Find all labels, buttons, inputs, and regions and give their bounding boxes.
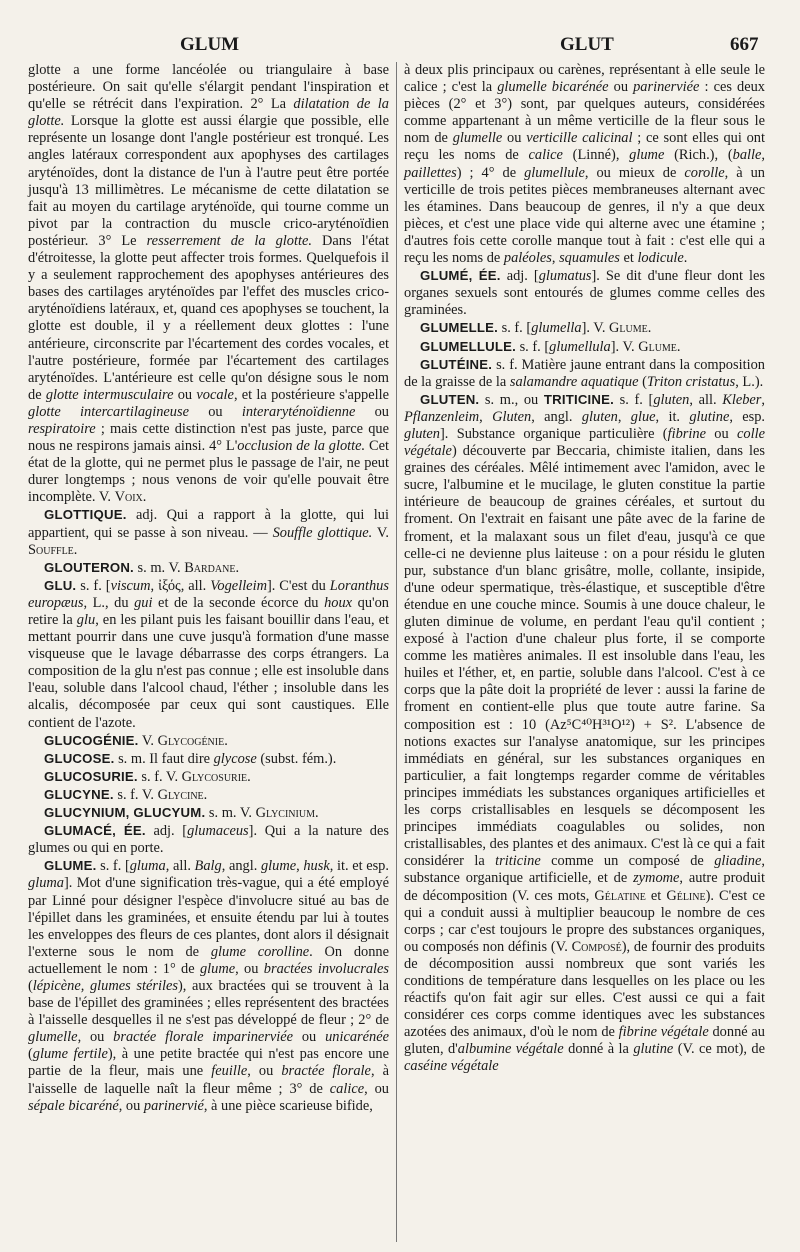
italic-term: resserrement de la glotte.	[146, 232, 312, 249]
entry-text: ; mais cette distinction n'est pas juste, parce que nous ne respirons jamais ainsi. 4° L'	[28, 420, 389, 455]
italic-term: colle végétale	[404, 425, 765, 460]
italic-term: Triton cristatus	[646, 373, 736, 390]
running-head-right: GLUT	[560, 34, 614, 55]
italic-term: glume corolline	[210, 943, 310, 960]
italic-term: glumella	[531, 320, 582, 337]
entry-text: ou	[188, 403, 242, 420]
dictionary-entry	[28, 786, 389, 804]
cross-reference: Glycosurie	[181, 768, 248, 785]
entry-text: (Linné),	[562, 147, 630, 164]
italic-term: Balg	[194, 858, 222, 875]
italic-term: caséine végétale	[404, 1058, 499, 1075]
italic-term: parinerviée	[633, 79, 700, 96]
entry-text: ,	[479, 408, 493, 425]
cross-reference: Géline	[666, 887, 706, 904]
dictionary-entry	[28, 559, 389, 577]
italic-term: glumellule	[524, 164, 585, 181]
italic-term: dilatation de la glotte.	[28, 96, 389, 130]
cross-reference: Glycine	[157, 786, 204, 803]
italic-term: glumelle	[28, 1029, 78, 1046]
headword: GLUMACÉ, ÉE.	[44, 823, 146, 839]
headword: GLOTTIQUE.	[44, 507, 127, 523]
entry-text: .	[203, 786, 208, 803]
italic-term: occlusion de la glotte.	[237, 438, 366, 455]
entry-text: Cet état de la glotte, qui ne permet plus le passage de l'air, ne peut durer longtemps ; nous venons de voir qu'elle pouvait être incomplète. V.	[28, 438, 389, 506]
italic-term: Loranthus europæus	[28, 577, 389, 611]
headword: GLUMELLULE.	[420, 338, 516, 354]
italic-term: Souffle glottique.	[272, 524, 373, 541]
italic-term: feuille	[211, 1063, 248, 1080]
entry-text: ou	[705, 425, 738, 442]
headword: GLUCYNIUM, GLUCYUM.	[44, 805, 206, 821]
entry-text: , autre produit de décomposition (V. ces mots,	[404, 870, 766, 904]
cross-reference: Composé	[571, 938, 622, 955]
italic-term: Gluten	[492, 408, 532, 425]
italic-term: corolle	[684, 164, 725, 181]
entry-text: ). C'est ce qui a conduit aussi à multiplier beaucoup le nombre de ces corps ; car c'est toujours le propre des substances organiques, ou composés non définis (V.	[404, 887, 765, 955]
entry-text: s. m. Il faut dire	[114, 750, 214, 767]
dictionary-entry	[404, 391, 765, 1076]
entry-text: ,	[296, 858, 304, 875]
italic-term: glycose	[213, 750, 257, 767]
headword: GLUMELLE.	[420, 320, 498, 336]
entry-text: .	[247, 768, 251, 785]
entry-text: ) découverte par Beccaria, chimiste italien, dans les graines des céréales. Mêlé intimement avec l'amidon, avec le sucre, l'albumine et le mucilage, le gluten constitue la partie intérieure de beaucoup de graines céréales, et surtout du froment. On l'extrait en faisant une pâte avec de la farine de froment, et la malaxant sous un filet d'eau, jusqu'à ce que celle-ci ne devienne plus laiteuse : on a pour résidu le gluten pur, substance d'un blanc grisâtre, molle, collante, insipide, d'une odeur spermatique, très-élastique, et susceptible d'être étendue en une couche mince. Soumis à une douce chaleur, le gluten diminue de volume, en perdant l'eau qu'il contient ; exposé à l'action d'une chaleur plus forte, il se comporte comme les matières animales. Il est insoluble dans l'eau, les huiles et l'éther, et, en partie, soluble dans l'alcool. C'est à ce corps que la pâte doit la propriété de lever : aussi la farine de froment en contient-elle plus que toute autre farine. Sa composition est : 10 (Az⁵C⁴⁰H³¹O¹²) + S². L'absence de notions exactes sur l'analyse anatomique, sur les principes immédiats en général, sur les substances organiques en particulier, a fait longtemps regarder comme de véritables principes immédiats les substances organiques artificielles et les corps cristallisables en lesquels se décomposent les principes immédiats coagulables ou solides, non cristallisables, des plantes et des animaux. C'est là ce qui a fait considérer la	[404, 443, 765, 870]
entry-text: donné à la	[563, 1041, 634, 1058]
entry-text: .	[676, 338, 681, 355]
dictionary-entry	[404, 338, 765, 356]
cross-reference: Glycinium	[255, 805, 315, 822]
entry-text: , all.	[689, 391, 723, 408]
left-column	[28, 62, 389, 1115]
entry-text: ; ce sont elles qui ont reçu les noms de	[404, 130, 765, 164]
italic-term: Pflanzenleim	[404, 408, 480, 425]
entry-text: , à l'aisselle de laquelle naît la fleur même ; 3° de	[28, 1063, 389, 1097]
italic-term: glume fertile	[32, 1046, 108, 1063]
entry-text: , à un verticille de trois petites pièces membraneuses alternant avec les étamines. Dans beaucoup de genres, il n'y a que deux pièces, et c'est une place vide qui alterne avec une étamine ; d'autres fois cette corolle manque tout à fait : c'est elle qui a reçu les noms de	[404, 164, 765, 267]
entry-text: ou	[355, 403, 389, 420]
entry-text: ), à une petite bractée qui n'est pas encore une partie de la fleur, mais une	[28, 1046, 390, 1080]
headword: GLUTÉINE.	[420, 356, 493, 372]
entry-text: .	[647, 320, 652, 337]
entry-text: , ou	[235, 960, 264, 977]
entry-text: , ou	[364, 1080, 389, 1097]
italic-term: gui	[134, 594, 153, 611]
entry-text: , ou	[118, 1097, 144, 1114]
entry-text: , substance organique artificielle, et de	[404, 853, 765, 887]
entry-text: , et la postérieure s'appelle	[233, 386, 389, 403]
cross-reference: Bardane	[184, 559, 236, 576]
cross-reference: Glume	[638, 338, 677, 355]
entry-text: qu'on retire la	[28, 594, 389, 628]
cross-reference: Gélatine	[594, 887, 646, 904]
entry-text: , à une pièce scarieuse bifide,	[203, 1097, 373, 1114]
dictionary-entry	[404, 356, 765, 391]
column-divider	[396, 62, 397, 1242]
entry-text: donné au gluten, d'	[404, 1024, 765, 1058]
italic-term: fibrine	[667, 425, 706, 442]
italic-term: respiratoire	[28, 420, 96, 437]
italic-term: vocale	[196, 386, 234, 403]
entry-text: s. f. V.	[137, 768, 182, 785]
italic-term: glumaceus	[187, 823, 249, 840]
cross-reference: Glume	[609, 320, 648, 337]
italic-term: glume	[629, 147, 665, 164]
entry-text: ]. Mot d'une signification très-vague, qui a été employé par Linné pour désigner l'espèce d'involucre situé au bas de l'épillet dans les graminées, et ensuite étendu par lui à toutes les enveloppes des fleurs de ces plantes, dont alors il désignait l'externe sous le nom de	[28, 875, 389, 960]
entry-text: , en les pilant puis les faisant bouillir dans l'eau, et mettant pourrir dans une cuve jusqu'à formation d'une masse visqueuse que le lavage débarrasse des corps étrangers. La composition de la glu n'est pas connue ; elle est insoluble dans l'eau, soluble dans l'alcool chaud, l'éther ; insoluble dans les alcalis, décomposée par ceux qui sont caustiques. Elle contient de l'azote.	[28, 612, 389, 731]
entry-text: ,	[551, 250, 560, 267]
entry-text: et	[619, 250, 638, 267]
entry-text: (	[28, 1046, 33, 1063]
dictionary-entry	[28, 506, 389, 558]
entry-text: , it.	[655, 408, 690, 425]
dictionary-entry	[28, 732, 389, 750]
italic-term: glume	[260, 858, 297, 875]
headword: GLU.	[44, 577, 77, 593]
entry-text: adj. [	[145, 823, 188, 840]
italic-term: bractée florale imparinerviée	[113, 1029, 294, 1046]
italic-term: verticille calicinal	[526, 130, 633, 147]
italic-term: fibrine végétale	[618, 1024, 709, 1041]
entry-text: , L.).	[735, 373, 764, 390]
headword: GLUCOSURIE.	[44, 768, 138, 784]
page-header	[0, 34, 800, 60]
entry-text: s. f. V.	[113, 786, 158, 803]
entry-text: ) ; 4° de	[456, 164, 525, 181]
entry-text: et de la seconde écorce du	[152, 594, 325, 611]
entry-text: .	[73, 541, 78, 558]
entry-text: ]. Substance organique particulière (	[439, 425, 668, 442]
entry-text: ), de fournir des produits de décomposition aussi nombreux que sont variés les conditions de température dans lesquelles on les place ou les réactifs qu'on fait agir sur elles. C'est aussi ce qui a fait considérer ces corps comme identiques avec les substances azotées des animaux, d'où le nom de	[404, 938, 766, 1041]
entry-text: .	[224, 732, 228, 749]
italic-term: husk	[303, 858, 330, 875]
italic-term: gluma	[28, 875, 64, 892]
entry-text: .	[314, 805, 319, 822]
italic-term: bractées involucrales	[263, 960, 389, 977]
dictionary-entry	[404, 319, 765, 337]
entry-text: Lorsque la glotte est aussi élargie que possible, elle représente un losange dont l'angle postérieur est tronqué. Les angles latéraux correspondent aux apophyses des cartilages aryténoïdes, dont la distance de l'un à l'autre peut être portée jusqu'à 13 millimètres. Le mécanisme de cette dilatation se fait au moyen du cartilage aryténoïde, qui tourne comme un pivot par la contraction du muscle crico-aryténoïdien postérieur. 3° Le	[28, 113, 389, 249]
entry-text: s. f. [	[515, 338, 550, 355]
italic-term: lodicule	[637, 250, 684, 267]
entry-text: s. f. Matière jaune entrant dans la composition de la graisse de la	[404, 356, 765, 390]
italic-term: glue	[630, 408, 656, 425]
entry-text: , angl.	[221, 858, 261, 875]
italic-term: lépicène, glumes stériles	[32, 977, 178, 994]
entry-text: ]. Se dit d'une fleur dont les organes sexuels sont entourés de glumes comme celles des graminées.	[404, 268, 766, 319]
entry-text: (Rich.), (	[664, 147, 733, 164]
cross-reference: Souffle	[28, 541, 74, 558]
dictionary-entry	[28, 804, 389, 822]
italic-term: balle, paillettes	[404, 147, 765, 181]
italic-term: parinervié	[143, 1097, 204, 1114]
entry-text: à deux plis principaux ou carènes, représentant à elle seule le calice ; c'est la	[404, 62, 765, 96]
entry-text: adj. [	[500, 268, 539, 285]
italic-term: calice	[528, 147, 563, 164]
entry-text: ,	[617, 408, 631, 425]
italic-term: glotte intercartilagineuse	[28, 403, 189, 420]
cross-reference: Voix	[114, 489, 143, 506]
entry-text: ]. Qui a la nature des glumes ou qui en porte.	[28, 823, 389, 857]
headword: GLUCYNE.	[44, 786, 114, 802]
italic-term: interaryténoïdienne	[241, 403, 356, 420]
entry-text: ou	[502, 130, 527, 147]
entry-text: adj. Qui a rapport à la glotte, qui lui appartient, qui se passe à son niveau. —	[28, 507, 389, 541]
italic-term: salamandre aquatique	[509, 373, 639, 390]
italic-term: albumine végétale	[457, 1041, 564, 1058]
dictionary-entry	[28, 768, 389, 786]
dictionary-entry	[28, 857, 389, 1114]
headword: GLUME.	[44, 858, 97, 874]
italic-term: Kleber	[722, 391, 762, 408]
italic-term: unicarénée	[325, 1029, 389, 1046]
dictionary-entry	[404, 62, 765, 267]
entry-text: .	[683, 250, 688, 267]
italic-term: zymome	[633, 870, 680, 887]
entry-text: , L., du	[83, 594, 135, 611]
entry-text: ou	[173, 386, 197, 403]
italic-term: paléoles	[503, 250, 552, 267]
italic-term: gluten	[653, 391, 690, 408]
entry-text: s. f. [	[96, 858, 130, 875]
entry-text: .	[142, 489, 147, 506]
headword: GLOUTERON.	[44, 559, 134, 575]
entry-text: (	[638, 373, 647, 390]
entry-text: , ou mieux de	[584, 164, 685, 181]
entry-text: s. f. [	[498, 320, 532, 337]
italic-term: Vogelleim	[210, 577, 267, 594]
italic-term: glumelle bicarénée	[497, 79, 609, 96]
cross-reference: Glycogénie	[157, 732, 225, 749]
entry-text: , esp.	[729, 408, 766, 425]
entry-text: V.	[138, 732, 158, 749]
entry-text: ]. C'est du	[266, 577, 330, 594]
italic-term: sépale bicaréné	[28, 1097, 119, 1114]
italic-term: glumellula	[549, 338, 611, 355]
entry-text: (	[28, 977, 33, 994]
entry-text: , ou	[77, 1029, 114, 1046]
entry-text: ]. V.	[581, 320, 610, 337]
entry-text: , it. et esp.	[329, 858, 389, 875]
italic-term: gluten	[581, 408, 618, 425]
entry-text: ou	[608, 79, 634, 96]
dictionary-entry	[28, 62, 389, 506]
italic-term: glume	[199, 960, 236, 977]
headword: GLUTEN.	[420, 391, 480, 407]
italic-term: glumatus	[538, 268, 592, 285]
entry-text: , all.	[165, 858, 195, 875]
italic-term: houx	[324, 594, 353, 611]
entry-text: .	[235, 559, 240, 576]
entry-text: (subst. fém.).	[256, 750, 337, 767]
entry-text: , ou	[247, 1063, 282, 1080]
italic-term: glutine	[633, 1041, 674, 1058]
headword: GLUMÉ, ÉE.	[420, 268, 501, 284]
dictionary-entry	[28, 577, 389, 732]
entry-text: s. f. [	[76, 577, 111, 594]
entry-text: s. f. [	[614, 391, 654, 408]
entry-text: s. m., ou	[479, 391, 544, 408]
italic-term: bractée florale	[281, 1063, 371, 1080]
italic-term: gluma	[129, 858, 166, 875]
entry-text: ou	[293, 1029, 326, 1046]
entry-text: glotte a une forme lancéolée ou triangulaire à base postérieure. On sait qu'elle s'élargit pendant l'inspiration et qu'elle se rétrécit dans l'expiration. 2° La	[28, 62, 389, 113]
entry-text: comme un composé de	[540, 853, 715, 870]
entry-text: (V. ce mot), de	[673, 1041, 766, 1058]
entry-text: , ἰξός, all.	[150, 577, 211, 594]
headword: TRITICINE.	[543, 391, 614, 407]
entry-text: ]. V.	[610, 338, 639, 355]
entry-text: s. m. V.	[133, 559, 185, 576]
dictionary-entry	[404, 267, 765, 319]
page-number: 667	[730, 34, 759, 55]
dictionary-entry	[28, 750, 389, 768]
entry-text: s. m. V.	[205, 805, 256, 822]
running-head-left: GLUM	[180, 34, 240, 55]
entry-text: , angl.	[531, 408, 582, 425]
italic-term: squamules	[559, 250, 620, 267]
entry-text: ,	[761, 391, 765, 408]
right-column	[404, 62, 765, 1076]
dictionary-entry	[28, 822, 389, 857]
italic-term: glutine	[689, 408, 730, 425]
entry-text: . On donne actuellement le nom : 1° de	[28, 943, 389, 977]
italic-term: gliadine	[714, 853, 762, 870]
entry-text: V.	[372, 524, 389, 541]
entry-text: et	[645, 887, 667, 904]
italic-term: glumelle	[452, 130, 503, 147]
italic-term: glotte intermusculaire	[45, 386, 174, 403]
headword: GLUCOGÉNIE.	[44, 732, 139, 748]
entry-text: ), aux bractées qui se trouvent à la base de l'épillet des graminées ; elles représentent des bractées à l'aisselle desquelles il ne s'est pas développé de fleur ; 2° de	[28, 977, 389, 1029]
italic-term: gluten	[404, 425, 440, 442]
entry-text: Dans l'état d'étroitesse, la glotte peut affecter trois formes. Quelquefois il y a seulement rapprochement des apophyses antérieures des bases des cartilages aryténoïdes par l'effet des muscles crico-aryténoïdiens latéraux, et, quand ces apophyses se touchent, la glotte est double, il y a réellement deux glottes : l'une antérieure, circonscrite par l'écartement des cordes vocales, et l'autre postérieure, formée par l'écartement des cartilages aryténoïdes. L'antérieure est celle qu'on désigne sous le nom de	[28, 232, 389, 403]
italic-term: glu	[76, 612, 96, 628]
headword: GLUCOSE.	[44, 750, 115, 766]
entry-text: : ces deux pièces (2° et 3°) sont, par quelques auteurs, considérées comme appartenant à un même verticille de la fleur sous le nom de	[404, 79, 765, 147]
italic-term: calice	[329, 1080, 365, 1097]
italic-term: triticine	[495, 853, 541, 870]
italic-term: viscum	[110, 577, 151, 594]
